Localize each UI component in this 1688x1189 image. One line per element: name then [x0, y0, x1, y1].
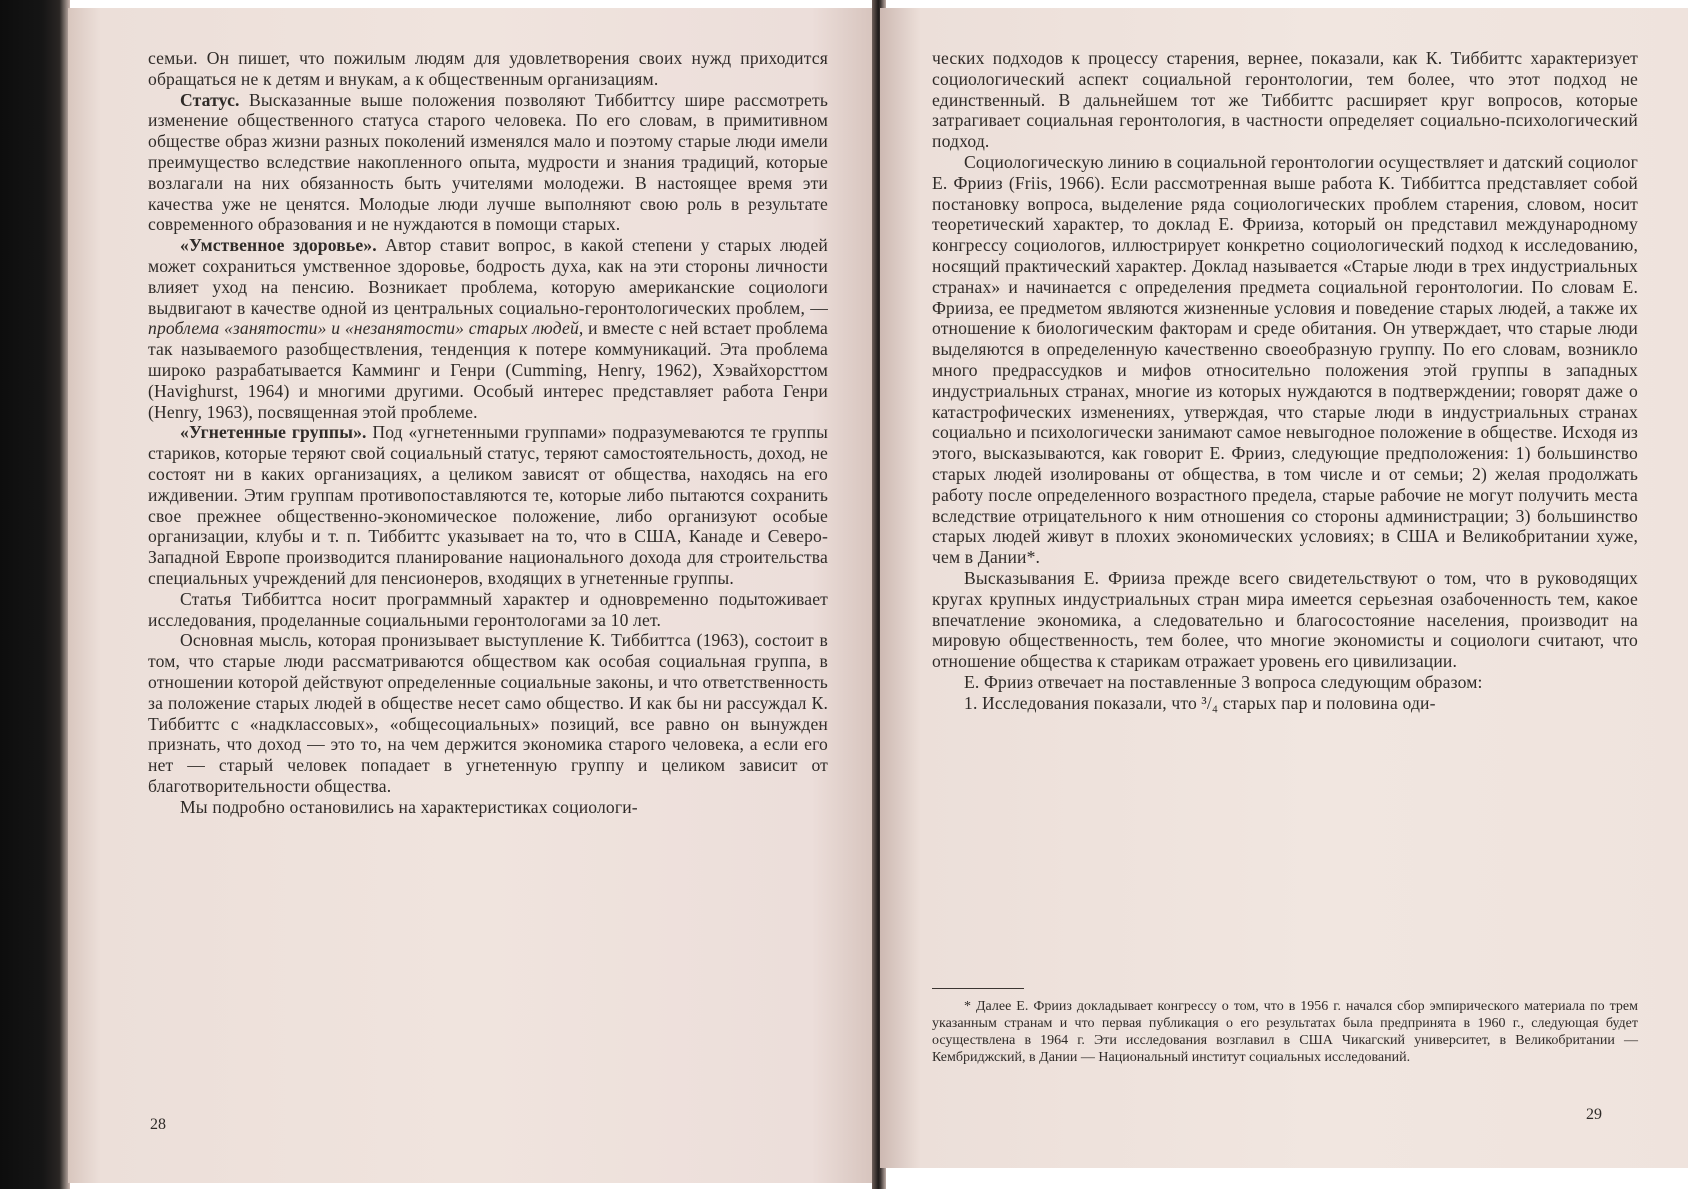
paragraph-text: семьи. Он пишет, что пожилым людям для удовлетворения своих нужд приходится обращаться не к детям и внукам, а к общественным организациям. [148, 48, 828, 89]
paragraph-text: и вместе с ней встает проблема так называемого разобществления, тенденция к потере коммуникаций. Эта проблема широко разрабатывается Камминг и Генри (Cumming, Henry, 1962), Хэвайхорсттом (Havighurst, 1964) и многими другими. Особый интерес представляет работа Генри (Henry, 1963), посвященная этой проблеме. [148, 318, 828, 422]
paragraph-text: Социологическую линию в социальной геронтологии осуществляет и датский социолог Е. Фрииз (Friis, 1966). Если рассмотренная выше работа К. Тиббиттса представляет собой постановку вопроса, выделение ряда социологических проблем старения, словом, носит теоретический характер, то доклад Е. Фрииза, который он представил международному конгрессу социологов, иллюстрирует конкретно социологический подход к исследованию, носящий практический характер. Доклад называется «Старые люди в трех индустриальных странах» и начинается с определения предмета социальной геронтологии. По словам Е. Фрииза, ее предметом являются жизненные условия и поведение старых людей, а также их отношение к биологическим факторам и среде обитания. Он утверждает, что старые люди выделяются в определенную качественно своеобразную группу. По его словам, возникло много предрассудков и мифов относительно положения этой группы в западных индустриальных странах, многие из которых нуждаются в подтверждении; говорят даже о катастрофических изменениях, утверждая, что старые люди в индустриальных странах социально и психологически занимают самое невыгодное положение в обществе. Исходя из этого, высказываются, как говорит Е. Фрииз, следующие предположения: 1) большинство старых людей изолированы от общества, в том числе и от семьи; 2) желая продолжать работу после определенного возрастного предела, старые рабочие не могут получить места вследствие отрицательного к ним отношения со стороны администрации; 3) большинство старых людей живут в плохих экономических условиях; в США и Великобритании хуже, чем в Дании*. [932, 151, 1638, 568]
left-page [68, 8, 876, 1183]
scan-border [0, 0, 70, 1189]
paragraph-text: Под «угнетенными группами» подразумеваются те группы стариков, которые теряют свой социальный статус, теряют самостоятельность, доход, не состоят ни в каких организациях, а целиком зависят от общества, находясь на его иждивении. Этим группам противопоставляются те, которые либо пытаются сохранить свое прежнее общественно-экономическое положение, либо организуют особые организации, клубы и т. п. Тиббиттс указывает на то, что в США, Канаде и Северо-Западной Европе производится планирование национального дохода для строительства специальных учреждений для пенсионеров, входящих в угнетенные группы. [148, 422, 828, 588]
paragraph-text: Статья Тиббиттса носит программный характер и одновременно подытоживает исследования, проделанные социальными геронтологами за 10 лет. [148, 588, 828, 630]
section-lead: Статус. [180, 89, 240, 110]
footnote [932, 998, 1638, 1066]
paragraph [148, 235, 828, 422]
paragraph-text: 1. Исследования показали, что ³/₄ старых пар и половина оди- [964, 692, 1436, 713]
paragraph-text: Основная мысль, которая пронизывает выступление К. Тиббиттса (1963), состоит в том, что старые люди рассматриваются обществом как особая социальная группа, в отношении которой действуют определенные социальные законы, и что ответственность за положение старых людей в обществе несет само общество. И как бы ни рассуждал К. Тиббиттс с «надклассовых», «общесоциальных» позиций, все равно он вынужден признать, что доход — это то, на чем держится экономика старого человека, а если его нет — старый человек попадает в угнетенную группу и целиком зависит от благотворительности общества. [148, 630, 828, 796]
left-page-text [148, 48, 828, 817]
paragraph-text: Автор ставит вопрос, в какой степени у старых людей может сохраниться умственное здоровье, бодрость духа, как на эти стороны личности влияет уход на пенсию. Возникает проблема, которую американские социологи выдвигают в качестве одной из центральных социально-геронтологических проблем, — [148, 235, 828, 318]
section-lead: «Угнетенные группы». [180, 422, 367, 443]
footnote-text: * Далее Е. Фрииз докладывает конгрессу о том, что в 1956 г. начался сбор эмпирического материала по трем указанным странам и что первая публикация о его результатах была предпринята в 1960 г., следующая будет осуществлена в 1964 г. Эти исследования возглавил в США Чикагский университет, в Великобритании — Кембриджский, в Дании — Национальный институт социальных исследований. [932, 999, 1638, 1065]
page-number: 29 [1586, 1106, 1602, 1123]
paragraph-text: ческих подходов к процессу старения, вернее, показали, как К. Тиббиттс характеризует социологический аспект социальной геронтологии, тем более, что этот подход не единственный. В дальнейшем тот же Тиббиттс расширяет круг вопросов, которые затрагивает социальная геронтология, в частности определяет социально-психологический подход. [932, 48, 1638, 152]
paragraph [932, 152, 1638, 568]
footnote-rule [932, 988, 1024, 989]
paragraph [932, 672, 1638, 693]
paragraph-text: Высказанные выше положения позволяют Тиббиттсу шире рассмотреть изменение общественного статуса старого человека. По его словам, в примитивном обществе образ жизни разных поколений изменялся мало и поэтому старые люди имели преимущество вследствие накопленного опыта, мудрости и знания традиций, которые возлагали на них обязанность быть учителями молодежи. В настоящее время эти качества уже не ценятся. Молодые люди лучше выполняют свою роль в результате современного образования и не нуждаются в помощи старых. [148, 89, 828, 235]
section-lead: «Умственное здоровье». [180, 235, 377, 256]
paragraph-text: Мы подробно остановились на характеристиках социологи- [180, 796, 638, 817]
paragraph [148, 630, 828, 796]
page-number: 28 [150, 1116, 166, 1133]
paragraph [932, 568, 1638, 672]
right-page [880, 8, 1688, 1168]
emphasis-text: проблема «занятости» и «незанятости» старых людей, [148, 318, 584, 339]
paragraph [148, 90, 828, 236]
paragraph [148, 422, 828, 588]
right-page-text [932, 48, 1638, 714]
paragraph [148, 797, 828, 818]
paragraph [148, 48, 828, 90]
paragraph [932, 48, 1638, 152]
paragraph-text: Высказывания Е. Фрииза прежде всего свидетельствуют о том, что в руководящих кругах крупных индустриальных стран мира имеется серьезная озабоченность тем, какое впечатление экономика, а следовательно и благосостояние населения, производит на мировую общественность, тем более, что многие экономисты и социологи считают, что отношение общества к старикам отражает уровень его цивилизации. [932, 567, 1638, 672]
paragraph-text: Е. Фрииз отвечает на поставленные 3 вопроса следующим образом: [964, 671, 1483, 692]
paragraph [148, 589, 828, 631]
paragraph [932, 693, 1638, 714]
